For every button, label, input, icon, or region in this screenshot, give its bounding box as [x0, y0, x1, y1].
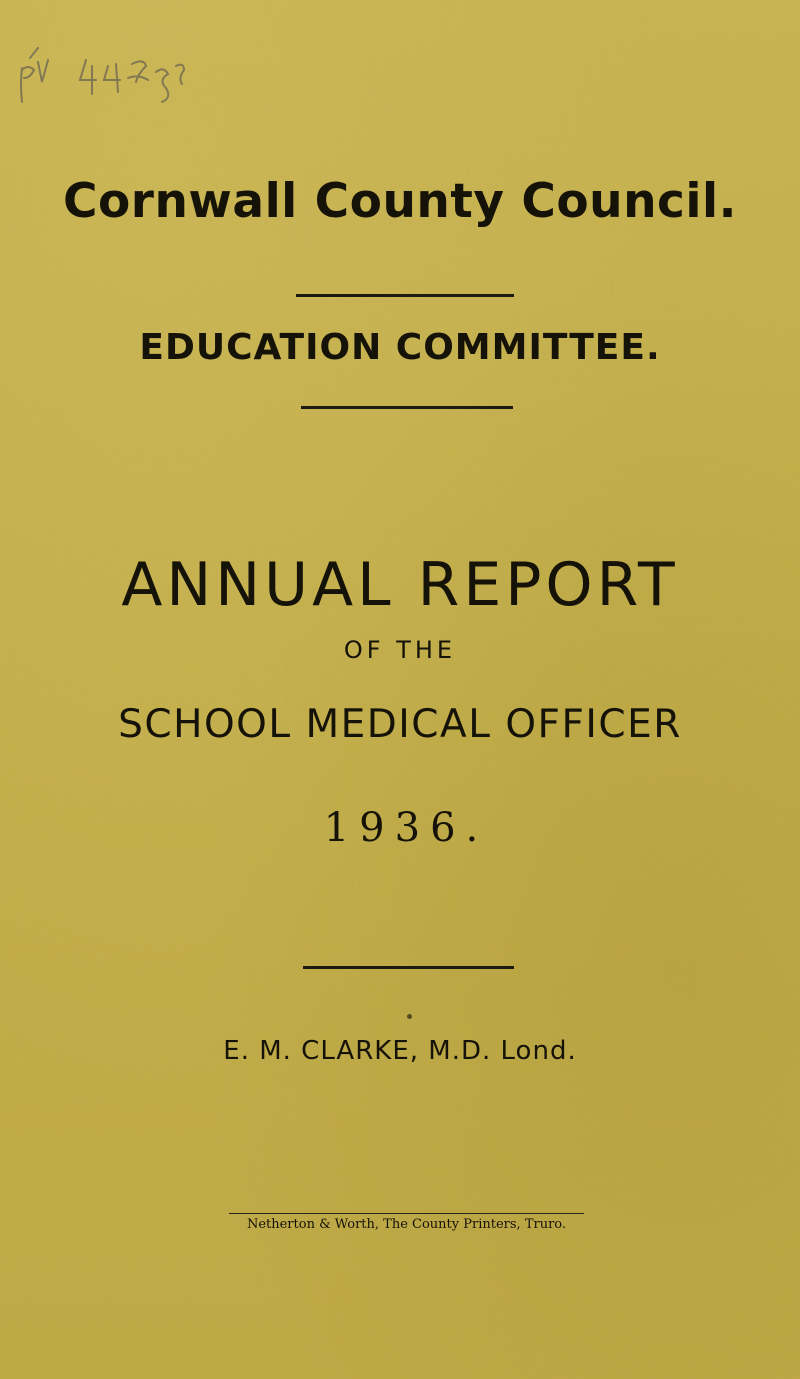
report-title-officer: SCHOOL MEDICAL OFFICER [118, 702, 682, 747]
ink-speck [407, 1014, 412, 1019]
committee-name: EDUCATION COMMITTEE. [139, 327, 661, 368]
handwritten-pencil-note [8, 44, 258, 114]
report-year: 1936. [323, 805, 489, 851]
printer-imprint: Netherton & Worth, The County Printers, Truro. [229, 1213, 584, 1232]
report-title-of-the: OF THE [343, 636, 457, 664]
divider-rule-top [296, 294, 514, 297]
author-name: E. M. CLARKE, M.D. Lond. [223, 1036, 577, 1066]
council-name: Cornwall County Council. [63, 174, 737, 229]
report-title: ANNUAL REPORT [121, 550, 679, 620]
divider-rule-bottom [303, 966, 514, 969]
divider-rule-middle [301, 406, 513, 409]
